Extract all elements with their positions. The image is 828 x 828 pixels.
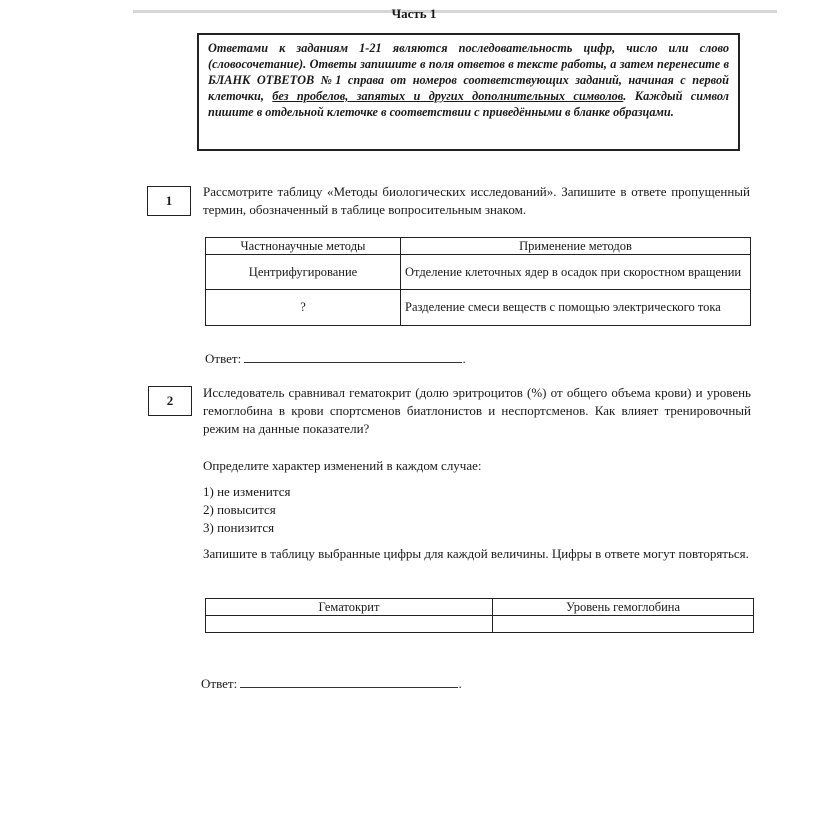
answer-table-header-hematocrit: Гематокрит — [206, 599, 493, 616]
instructions-text-b: . Каждый символ пишите в отдельной клеточке в соответствии с приведёнными в бланке образцами. — [208, 89, 729, 119]
option-3: 3) понизится — [203, 520, 275, 535]
option-1: 1) не изменится — [203, 484, 291, 499]
table-cell: Отделение клеточных ядер в осадок при скоростном вращении — [401, 255, 751, 290]
question-2-prompt: Определите характер изменений в каждом случае: — [203, 458, 482, 473]
question-1-number: 1 — [147, 186, 191, 216]
table-row — [206, 255, 751, 290]
answer-field-2[interactable] — [240, 675, 458, 688]
hematocrit-answer-cell[interactable] — [206, 616, 493, 633]
instructions-text-a: Ответами к заданиям 1-21 являются последовательность цифр, число или слово (словосочетание). Ответы запишите в поля ответов в тексте работы, а затем перенесите в БЛАНК ОТВЕТОВ №1 справа от номеров соответствующих заданий, начиная с первой клеточки, — [208, 41, 729, 103]
methods-table-header-1: Частнонаучные методы — [206, 238, 401, 255]
instructions-underlined: без пробелов, запятых и других дополнительных символов — [272, 89, 624, 103]
answer-end: . — [462, 351, 466, 366]
answer-table — [205, 598, 754, 633]
question-1-text: Рассмотрите таблицу «Методы биологических исследований». Запишите в ответе пропущенный термин, обозначенный в таблице вопросительным знаком. — [203, 184, 750, 217]
answer-table-header-hemoglobin: Уровень гемоглобина — [493, 599, 754, 616]
table-row — [206, 290, 751, 326]
option-2: 2) повысится — [203, 502, 276, 517]
hemoglobin-answer-cell[interactable] — [493, 616, 754, 633]
part-title: Часть 1 — [391, 6, 437, 21]
question-2-instruction: Запишите в таблицу выбранные цифры для каждой величины. Цифры в ответе могут повторяться. — [203, 546, 749, 561]
instructions-box — [197, 33, 740, 151]
methods-table — [205, 237, 751, 326]
answer-label: Ответ: — [205, 351, 242, 366]
table-row — [206, 616, 754, 633]
methods-table-header-2: Применение методов — [401, 238, 751, 255]
table-cell: Центрифугирование — [206, 255, 401, 290]
answer-field-1[interactable] — [244, 350, 462, 363]
question-1-answer — [205, 350, 466, 367]
answer-label: Ответ: — [201, 676, 238, 691]
question-2-text: Исследователь сравнивал гематокрит (долю эритроцитов (%) от общего объема крови) и уровень гемоглобина в крови спортсменов биатлонистов и неспортсменов. Как влияет тренировочный режим на данные показатели? — [203, 385, 751, 436]
question-2-number: 2 — [148, 386, 192, 416]
missing-term-cell: ? — [206, 290, 401, 326]
table-cell: Разделение смеси веществ с помощью электрического тока — [401, 290, 751, 326]
question-2-answer — [201, 675, 462, 692]
answer-end: . — [458, 676, 462, 691]
